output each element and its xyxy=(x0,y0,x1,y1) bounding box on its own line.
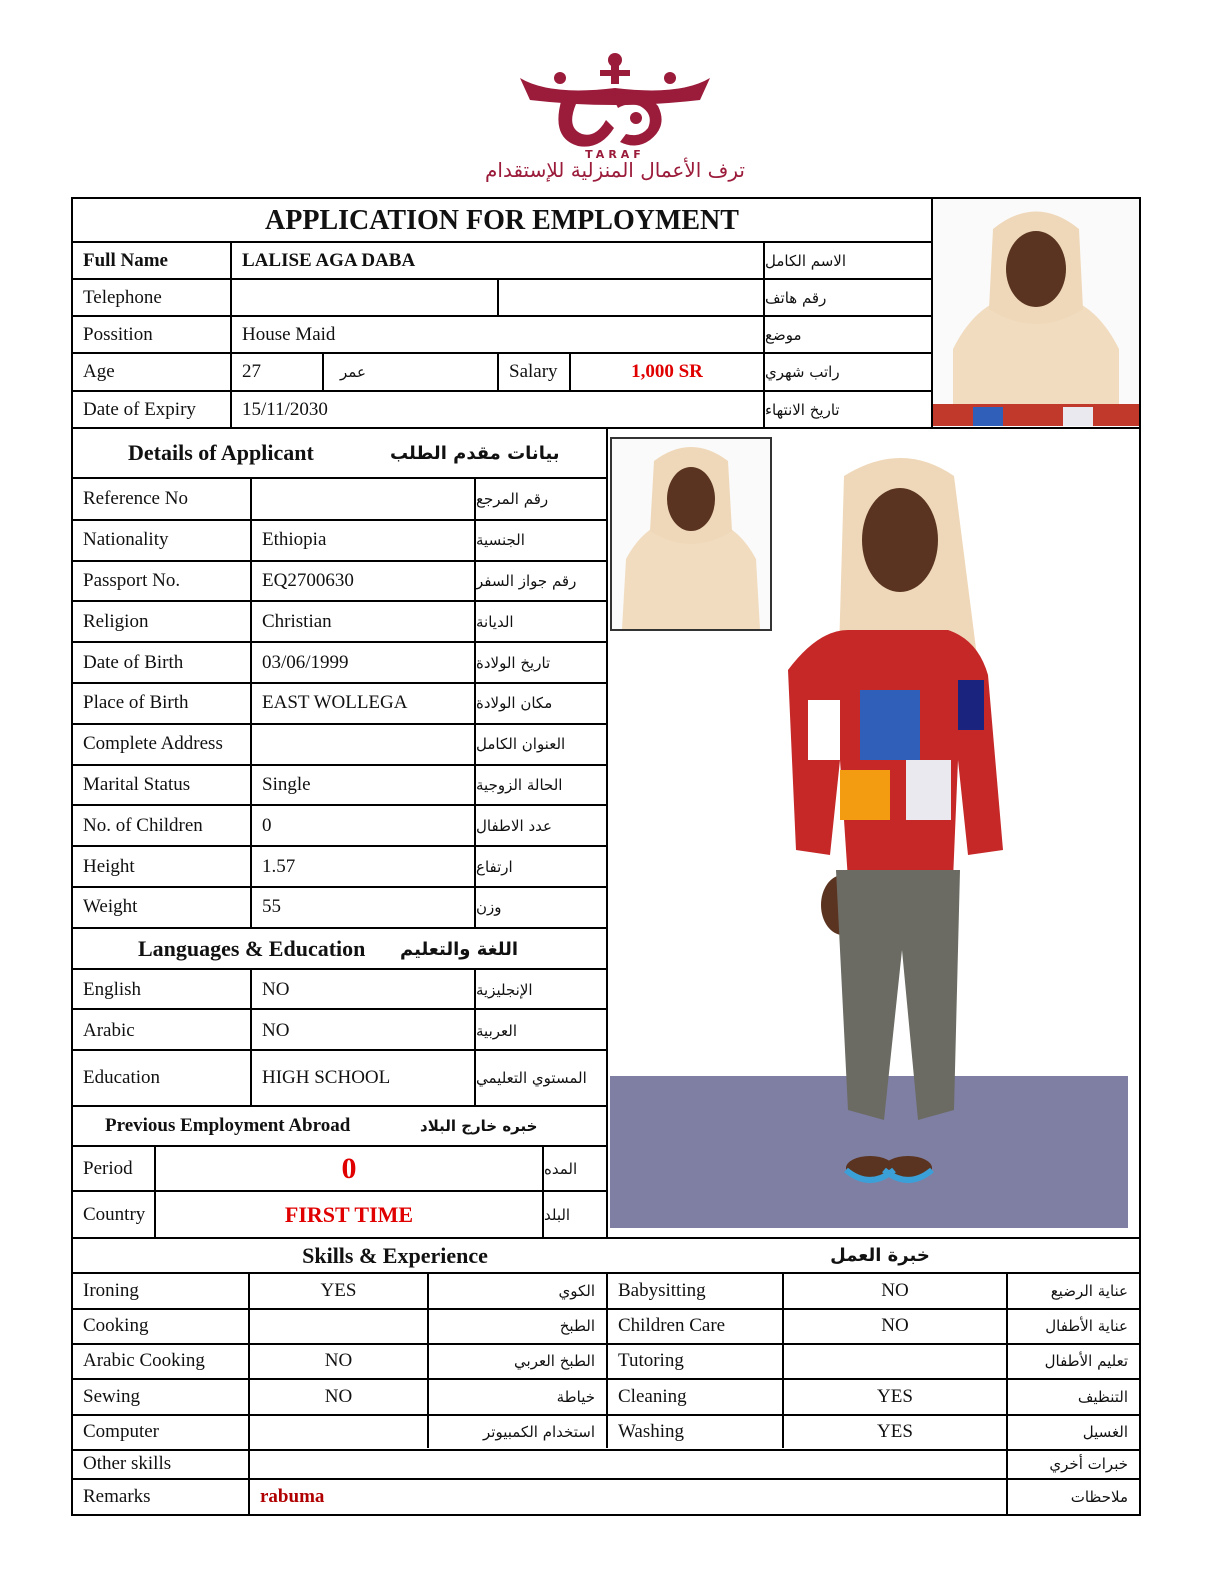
grid-line xyxy=(73,764,607,766)
grid-line xyxy=(73,1049,607,1051)
skill-label: Babysitting xyxy=(618,1280,706,1301)
previous-heading-ar: خبره خارج البلاد xyxy=(420,1117,538,1135)
position-value: House Maid xyxy=(242,323,336,345)
skill-label: Sewing xyxy=(83,1386,140,1407)
country-label: Country xyxy=(83,1204,146,1225)
details-ar: ارتفاع xyxy=(476,857,513,876)
grid-line xyxy=(73,519,607,521)
grid-line xyxy=(73,886,607,888)
brand-tagline: ترف الأعمال المنزلية للإستقدام xyxy=(485,158,745,182)
previous-heading: Previous Employment Abroad xyxy=(105,1115,351,1136)
portrait-photo xyxy=(933,199,1139,426)
details-value: 0 xyxy=(262,814,272,836)
salary-value: 1,000 SR xyxy=(631,361,703,382)
telephone-label: Telephone xyxy=(83,286,162,308)
language-ar: الإنجليزية xyxy=(476,981,533,999)
skills-heading: Skills & Experience xyxy=(302,1242,488,1268)
details-label: Marital Status xyxy=(83,773,191,795)
position-ar: موضع xyxy=(765,325,802,344)
skill-ar: تعليم الأطفال xyxy=(1044,1352,1128,1370)
grid-line xyxy=(474,968,476,1106)
grid-line xyxy=(474,477,476,928)
details-ar: عدد الاطفال xyxy=(476,816,552,835)
grid-line xyxy=(73,560,607,562)
language-value: HIGH SCHOOL xyxy=(262,1067,391,1088)
age-label: Age xyxy=(83,361,115,382)
crown-logo-icon xyxy=(400,48,830,158)
language-value: NO xyxy=(262,1019,290,1041)
details-ar: تاريخ الولادة xyxy=(476,653,551,672)
details-value: 1.57 xyxy=(262,855,296,877)
skill-ar: الكوي xyxy=(558,1282,595,1300)
skill-value xyxy=(784,1344,1006,1378)
skill-value: NO xyxy=(324,1350,353,1371)
details-label: Reference No xyxy=(83,488,188,510)
details-value: Ethiopia xyxy=(262,529,327,551)
details-value: EAST WOLLEGA xyxy=(262,692,408,714)
details-label: Date of Birth xyxy=(83,651,184,673)
position-label: Possition xyxy=(83,323,153,345)
details-value: 03/06/1999 xyxy=(262,651,349,673)
details-value: 55 xyxy=(262,896,281,918)
skill-value: YES xyxy=(877,1386,913,1407)
details-heading: Details of Applicant xyxy=(128,440,314,465)
language-label: English xyxy=(83,979,142,1000)
full-name-value: LALISE AGA DABA xyxy=(242,249,416,271)
full-name-label: Full Name xyxy=(83,249,168,271)
details-value: Christian xyxy=(262,610,332,632)
details-value: Single xyxy=(262,773,311,795)
details-value xyxy=(252,479,474,520)
other-skills-label: Other skills xyxy=(83,1453,172,1474)
other-skills-ar: خبرات أخري xyxy=(1049,1455,1128,1473)
remarks-label: Remarks xyxy=(83,1486,151,1507)
details-ar: الديانة xyxy=(476,612,514,631)
skill-value: NO xyxy=(881,1315,909,1336)
skill-ar: الطبخ العربي xyxy=(514,1352,595,1370)
details-label: Weight xyxy=(83,896,138,918)
period-value: 0 xyxy=(341,1151,357,1185)
language-ar: المستوي التعليمي xyxy=(476,1069,587,1087)
details-label: Nationality xyxy=(83,529,169,551)
grid-line xyxy=(73,1008,607,1010)
language-label: Education xyxy=(83,1067,161,1088)
skills-heading-ar: خبرة العمل xyxy=(830,1245,930,1266)
grid-line xyxy=(250,968,252,1106)
skill-label: Cleaning xyxy=(618,1386,687,1407)
grid-line xyxy=(73,600,607,602)
details-value: EQ2700630 xyxy=(262,569,354,591)
skill-label: Computer xyxy=(83,1421,159,1442)
language-value: NO xyxy=(262,979,290,1000)
skill-ar: عناية الرضيع xyxy=(1050,1282,1128,1300)
svg-text:TARAF: TARAF xyxy=(585,148,645,158)
skill-label: Washing xyxy=(618,1421,685,1442)
skill-value: NO xyxy=(324,1386,353,1407)
skill-ar: الطبخ xyxy=(559,1317,595,1335)
details-ar: وزن xyxy=(476,898,502,917)
details-value xyxy=(252,724,474,765)
expiry-ar: تاريخ الانتهاء xyxy=(765,400,840,419)
details-label: Religion xyxy=(83,610,149,632)
age-ar: عمر xyxy=(340,363,366,381)
skill-ar: عناية الأطفال xyxy=(1045,1317,1128,1335)
languages-heading-ar: اللغة والتعليم xyxy=(400,938,519,960)
country-ar: البلد xyxy=(544,1206,571,1224)
grid-line xyxy=(73,723,607,725)
details-heading-ar: بيانات مقدم الطلب xyxy=(390,442,560,464)
details-ar: الحالة الزوجية xyxy=(476,775,563,794)
language-ar: العربية xyxy=(476,1021,517,1040)
grid-line xyxy=(73,641,607,643)
details-ar: مكان الولادة xyxy=(476,694,553,713)
skill-label: Cooking xyxy=(83,1315,149,1336)
skill-label: Children Care xyxy=(618,1315,726,1336)
expiry-label: Date of Expiry xyxy=(83,398,196,420)
details-ar: رقم المرجع xyxy=(476,490,549,509)
skill-value: NO xyxy=(881,1280,909,1301)
remarks-ar: ملاحظات xyxy=(1070,1488,1128,1506)
details-label: No. of Children xyxy=(83,814,203,836)
page-title: APPLICATION FOR EMPLOYMENT xyxy=(265,205,739,236)
country-value: FIRST TIME xyxy=(284,1202,414,1227)
grid-line xyxy=(250,477,252,928)
details-label: Complete Address xyxy=(83,733,223,755)
skill-value xyxy=(250,1309,427,1343)
skill-value: YES xyxy=(877,1421,913,1442)
details-ar: الجنسية xyxy=(476,531,525,550)
details-label: Place of Birth xyxy=(83,692,189,714)
details-label: Height xyxy=(83,855,135,877)
logo xyxy=(400,48,830,188)
salary-ar: راتب شهري xyxy=(765,363,840,381)
details-ar: رقم جواز السفر xyxy=(476,571,577,590)
languages-heading: Languages & Education xyxy=(138,936,366,961)
grid-line xyxy=(73,804,607,806)
full-name-ar: الاسم الكامل xyxy=(765,251,847,270)
skill-label: Tutoring xyxy=(618,1350,684,1371)
grid-line xyxy=(73,682,607,684)
skill-value xyxy=(250,1415,427,1449)
skill-ar: استخدام الكمبيوتر xyxy=(483,1423,595,1441)
skill-ar: التنظيف xyxy=(1077,1388,1128,1406)
grid-line xyxy=(427,1272,429,1448)
expiry-value: 15/11/2030 xyxy=(242,398,328,420)
grid-line xyxy=(73,845,607,847)
skill-label: Ironing xyxy=(83,1280,139,1301)
grid-line xyxy=(606,1272,608,1448)
remarks-value: rabuma xyxy=(260,1486,325,1507)
full-body-photo xyxy=(608,430,1138,1236)
details-label: Passport No. xyxy=(83,569,181,591)
grid-line xyxy=(782,1272,784,1448)
age-value: 27 xyxy=(242,361,261,382)
skill-ar: الغسيل xyxy=(1082,1423,1128,1441)
language-label: Arabic xyxy=(83,1019,135,1041)
skill-ar: خياطة xyxy=(556,1388,595,1406)
salary-label: Salary xyxy=(509,361,558,382)
skill-value: YES xyxy=(320,1280,357,1301)
telephone-ar: رقم هاتف xyxy=(765,288,827,307)
period-ar: المده xyxy=(544,1159,578,1178)
period-label: Period xyxy=(83,1157,133,1179)
details-ar: العنوان الكامل xyxy=(476,735,566,754)
skill-label: Arabic Cooking xyxy=(83,1350,205,1371)
